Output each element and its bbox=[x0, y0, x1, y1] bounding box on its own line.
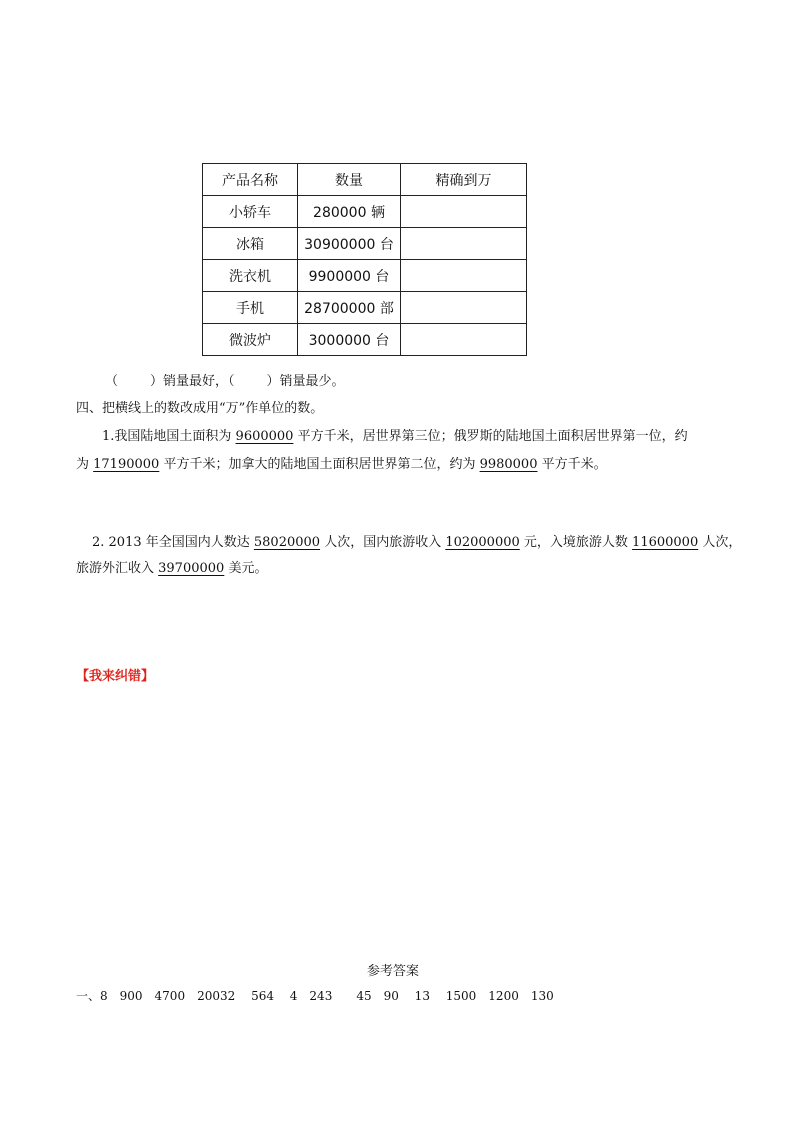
answer-cell[interactable] bbox=[401, 196, 527, 228]
question-1-line-2 bbox=[76, 453, 607, 472]
answer-cell[interactable] bbox=[401, 324, 527, 356]
q1-text: 1.我国陆地国土面积为 bbox=[102, 429, 236, 444]
table-row bbox=[203, 324, 527, 356]
q1-text: 平方千米；加拿大的陆地国土面积居世界第二位，约为 bbox=[159, 457, 480, 472]
table-row bbox=[203, 260, 527, 292]
q1-number-3: 9980000 bbox=[479, 457, 538, 472]
product-name-cell: 手机 bbox=[203, 292, 298, 324]
answer-cell[interactable] bbox=[401, 292, 527, 324]
q1-number-1: 9600000 bbox=[235, 429, 294, 444]
q2-number-4: 39700000 bbox=[158, 561, 225, 576]
sales-question-part1: ）销量最好，（ bbox=[150, 374, 235, 389]
quantity-cell: 280000 辆 bbox=[298, 196, 401, 228]
blank-open: （ bbox=[105, 374, 119, 389]
table-row bbox=[203, 292, 527, 324]
q2-number-3: 11600000 bbox=[632, 535, 699, 550]
q2-number-1: 58020000 bbox=[253, 535, 321, 550]
header-quantity: 数量 bbox=[298, 164, 401, 196]
q2-text: 2. 2013 年全国国内人数达 bbox=[92, 535, 254, 550]
header-round-to-wan: 精确到万 bbox=[401, 164, 527, 196]
product-name-cell: 洗衣机 bbox=[203, 260, 298, 292]
q2-text: 人次，国内旅游收入 bbox=[320, 535, 446, 550]
table-row bbox=[203, 196, 527, 228]
answers-title: 参考答案 bbox=[367, 964, 420, 979]
question-2-line-1 bbox=[92, 531, 741, 550]
table-header-row bbox=[203, 164, 527, 196]
q2-number-2: 102000000 bbox=[445, 535, 520, 550]
q2-text: 旅游外汇收入 bbox=[76, 561, 159, 576]
product-name-cell: 冰箱 bbox=[203, 228, 298, 260]
quantity-cell: 30900000 台 bbox=[298, 228, 401, 260]
sales-question bbox=[105, 370, 345, 389]
question-2-line-2 bbox=[76, 557, 267, 576]
quantity-cell: 3000000 台 bbox=[298, 324, 401, 356]
answers-line-1: 一、8 900 4700 20032 564 4 243 45 90 13 1500 1200 130 bbox=[76, 989, 554, 1003]
q1-text: 平方千米，居世界第三位；俄罗斯的陆地国土面积居世界第一位，约 bbox=[293, 429, 688, 444]
question-1-line-1 bbox=[102, 425, 688, 444]
correction-heading: 【我来纠错】 bbox=[76, 669, 155, 684]
product-name-cell: 微波炉 bbox=[203, 324, 298, 356]
answer-cell[interactable] bbox=[401, 228, 527, 260]
product-table bbox=[202, 163, 527, 356]
product-name-cell: 小轿车 bbox=[203, 196, 298, 228]
q2-text: 美元。 bbox=[224, 561, 268, 576]
answer-cell[interactable] bbox=[401, 260, 527, 292]
q1-text: 平方千米。 bbox=[537, 457, 607, 472]
header-product-name: 产品名称 bbox=[203, 164, 298, 196]
q1-number-2: 17190000 bbox=[93, 457, 160, 472]
sales-question-part2: ）销量最少。 bbox=[266, 374, 345, 389]
quantity-cell: 9900000 台 bbox=[298, 260, 401, 292]
q2-text: 元，入境旅游人数 bbox=[519, 535, 633, 550]
quantity-cell: 28700000 部 bbox=[298, 292, 401, 324]
q2-text: 人次， bbox=[698, 535, 742, 550]
section-4-title: 四、把横线上的数改成用“万”作单位的数。 bbox=[76, 401, 324, 416]
table-row bbox=[203, 228, 527, 260]
q1-text: 为 bbox=[76, 457, 94, 472]
